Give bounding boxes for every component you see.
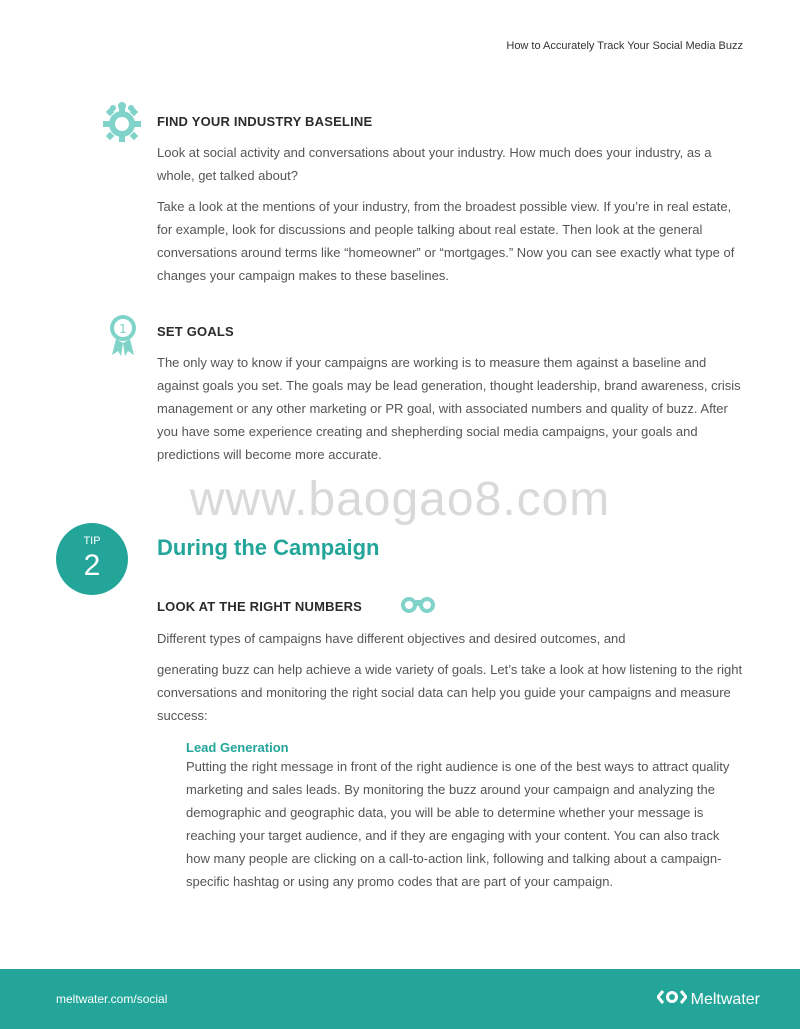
watermark-text: www.baogao8.com (189, 473, 611, 526)
numbers-section (157, 594, 747, 727)
svg-text:1: 1 (119, 322, 127, 336)
tip-number: 2 (83, 549, 101, 582)
binoculars-icon (400, 594, 436, 619)
goals-section (157, 324, 747, 466)
tip-title: During the Campaign (157, 535, 380, 560)
numbers-paragraph-rest: generating buzz can help achieve a wide variety of goals. Let’s take a look at how listening to the right conversations and monitoring the right social data can help you guide your campaigns and measure success: (157, 662, 743, 723)
people-gear-icon (101, 100, 143, 149)
baseline-heading: FIND YOUR INDUSTRY BASELINE (157, 114, 373, 129)
document-header-title: How to Accurately Track Your Social Media Buzz (506, 40, 743, 52)
lead-generation-section (186, 740, 731, 893)
numbers-heading: LOOK AT THE RIGHT NUMBERS (157, 599, 363, 614)
footer-bar (0, 969, 800, 1029)
lead-generation-paragraph: Putting the right message in front of the right audience is one of the best ways to attract quality marketing and sales leads. By monitoring the buzz around your campaign and analyzing the demographic and geographic data, you will be able to determine whether your message is reaching your target audience, and if they are engaging with your content. You can also track how many people are clicking on a call-to-action link, following and talking about a campaign-specific hashtag or using any promo codes that are part of your campaign. (186, 759, 730, 889)
baseline-paragraph-1: Look at social activity and conversations about your industry. How much does your industry, as a whole, get talked about? (157, 145, 712, 183)
tip-badge (56, 523, 128, 595)
baseline-paragraph-2: Take a look at the mentions of your industry, from the broadest possible view. If you’re in real estate, for example, look for discussions and people talking about real estate. Then look at the general conversations around terms like “homeowner” or “mortgages.” Now you can see exactly what type of changes your campaign makes to these baselines. (157, 199, 735, 283)
tip-label: TIP (83, 535, 101, 547)
lead-generation-heading: Lead Generation (186, 740, 289, 755)
numbers-paragraph-line-1: Different types of campaigns have different objectives and desired outcomes, and (157, 631, 626, 646)
baseline-section (157, 114, 747, 287)
meltwater-logo-text: Meltwater (690, 990, 760, 1008)
award-ribbon-icon (108, 313, 138, 362)
goals-heading: SET GOALS (157, 324, 234, 339)
goals-paragraph: The only way to know if your campaigns are working is to measure them against a baseline and against goals you set. The goals may be lead generation, thought leadership, brand awareness, crisis management or any other marketing or PR goal, with associated numbers and quality of buzz. After you have some experience creating and shepherding social media campaigns, your goals and predictions will become more accurate. (157, 355, 741, 462)
footer-url-link[interactable]: meltwater.com/social (56, 992, 168, 1006)
meltwater-logo-icon (657, 989, 687, 1010)
meltwater-logo (657, 989, 760, 1010)
